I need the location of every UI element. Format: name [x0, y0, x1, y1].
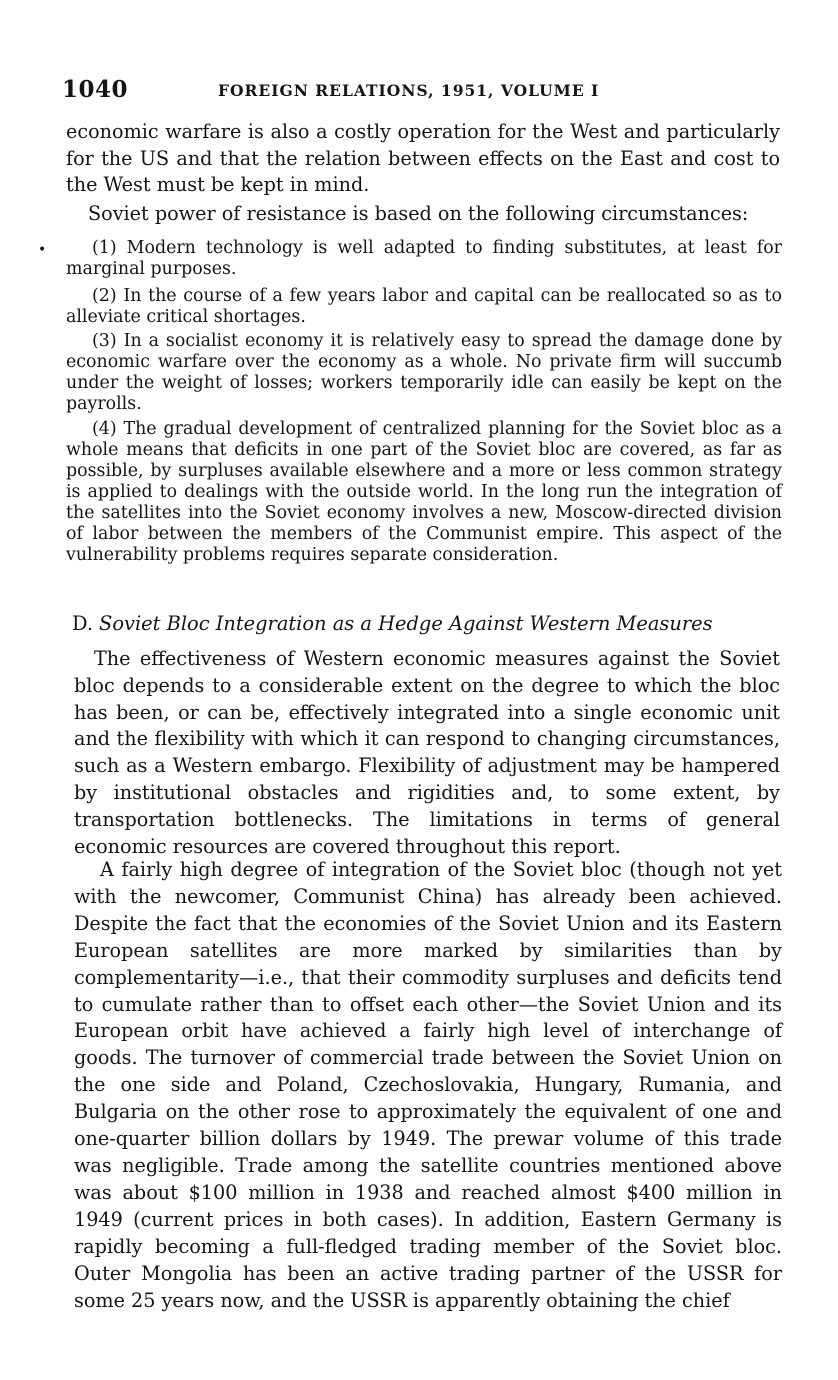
section-letter: D. [72, 612, 94, 635]
circumstance-item-1: (1) Modern technology is well adapted to finding substitutes, at least for marginal purposes. [66, 238, 782, 279]
section-heading [72, 612, 772, 635]
intro-paragraph: economic warfare is also a costly operation for the West and particularly for the US and that the relation between effects on the East and cost to the West must be kept in mind. [66, 120, 780, 196]
body-paragraph-2: A fairly high degree of integration of the Soviet bloc (though not yet with the newcomer, Communist China) has already been achieved. Despite the fact that the economies of the Soviet Union and its Eastern European satellites are more marked by similarities than by complementarity—i.e., that their commodity surpluses and deficits tend to cumulate rather than to offset each other—the Soviet Union and its European orbit have achieved a fairly high level of interchange of goods. The turnover of commercial trade between the Soviet Union on the one side and Poland, Czechoslovakia, Hungary, Rumania, and Bulgaria on the other rose to approximately the equivalent of one and one-quarter billion dollars by 1949. The prewar volume of this trade was negligible. Trade among the satellite countries mentioned above was about $100 million in 1938 and reached almost $400 million in 1949 (current prices in both cases). In addition, Eastern Germany is rapidly becoming a full-fledged trading member of the Soviet bloc. Outer Mongolia has been an active trading partner of the USSR for some 25 years now, and the USSR is apparently obtaining the chief [74, 858, 782, 1312]
margin-mark: • [38, 242, 47, 258]
circumstances-intro: Soviet power of resistance is based on the following circumstances: [88, 202, 749, 225]
circumstance-item-3: (3) In a socialist economy it is relatively easy to spread the damage done by economic warfare over the economy as a whole. No private firm will succumb under the weight of losses; workers temporarily idle can easily be kept on the payrolls. [66, 331, 782, 414]
page-number: 1040 [62, 76, 129, 103]
circumstance-item-4: (4) The gradual development of centralized planning for the Soviet bloc as a whole means that deficits in one part of the Soviet bloc are covered, as far as possible, by surpluses available elsewhere and a more or less common strategy is applied to dealings with the outside world. In the long run the integration of the satellites into the Soviet economy involves a new, Moscow-directed division of labor between the members of the Communist empire. This aspect of the vulnerability problems requires separate consideration. [66, 419, 782, 565]
page-header [60, 76, 780, 106]
circumstance-item-2: (2) In the course of a few years labor and capital can be reallocated so as to alleviate critical shortages. [66, 286, 782, 327]
body-paragraph-1: The effectiveness of Western economic measures against the Soviet bloc depends to a considerable extent on the degree to which the bloc has been, or can be, effectively integrated into a single economic unit and the flexibility with which it can respond to changing circumstances, such as a Western embargo. Flexibility of adjustment may be hampered by institutional obstacles and rigidities and, to some extent, by transportation bottlenecks. The limitations in terms of general economic resources are covered throughout this report. [74, 647, 780, 858]
running-head: FOREIGN RELATIONS, 1951, VOLUME I [218, 81, 600, 100]
section-title: Soviet Bloc Integration as a Hedge Against Western Measures [99, 612, 713, 635]
